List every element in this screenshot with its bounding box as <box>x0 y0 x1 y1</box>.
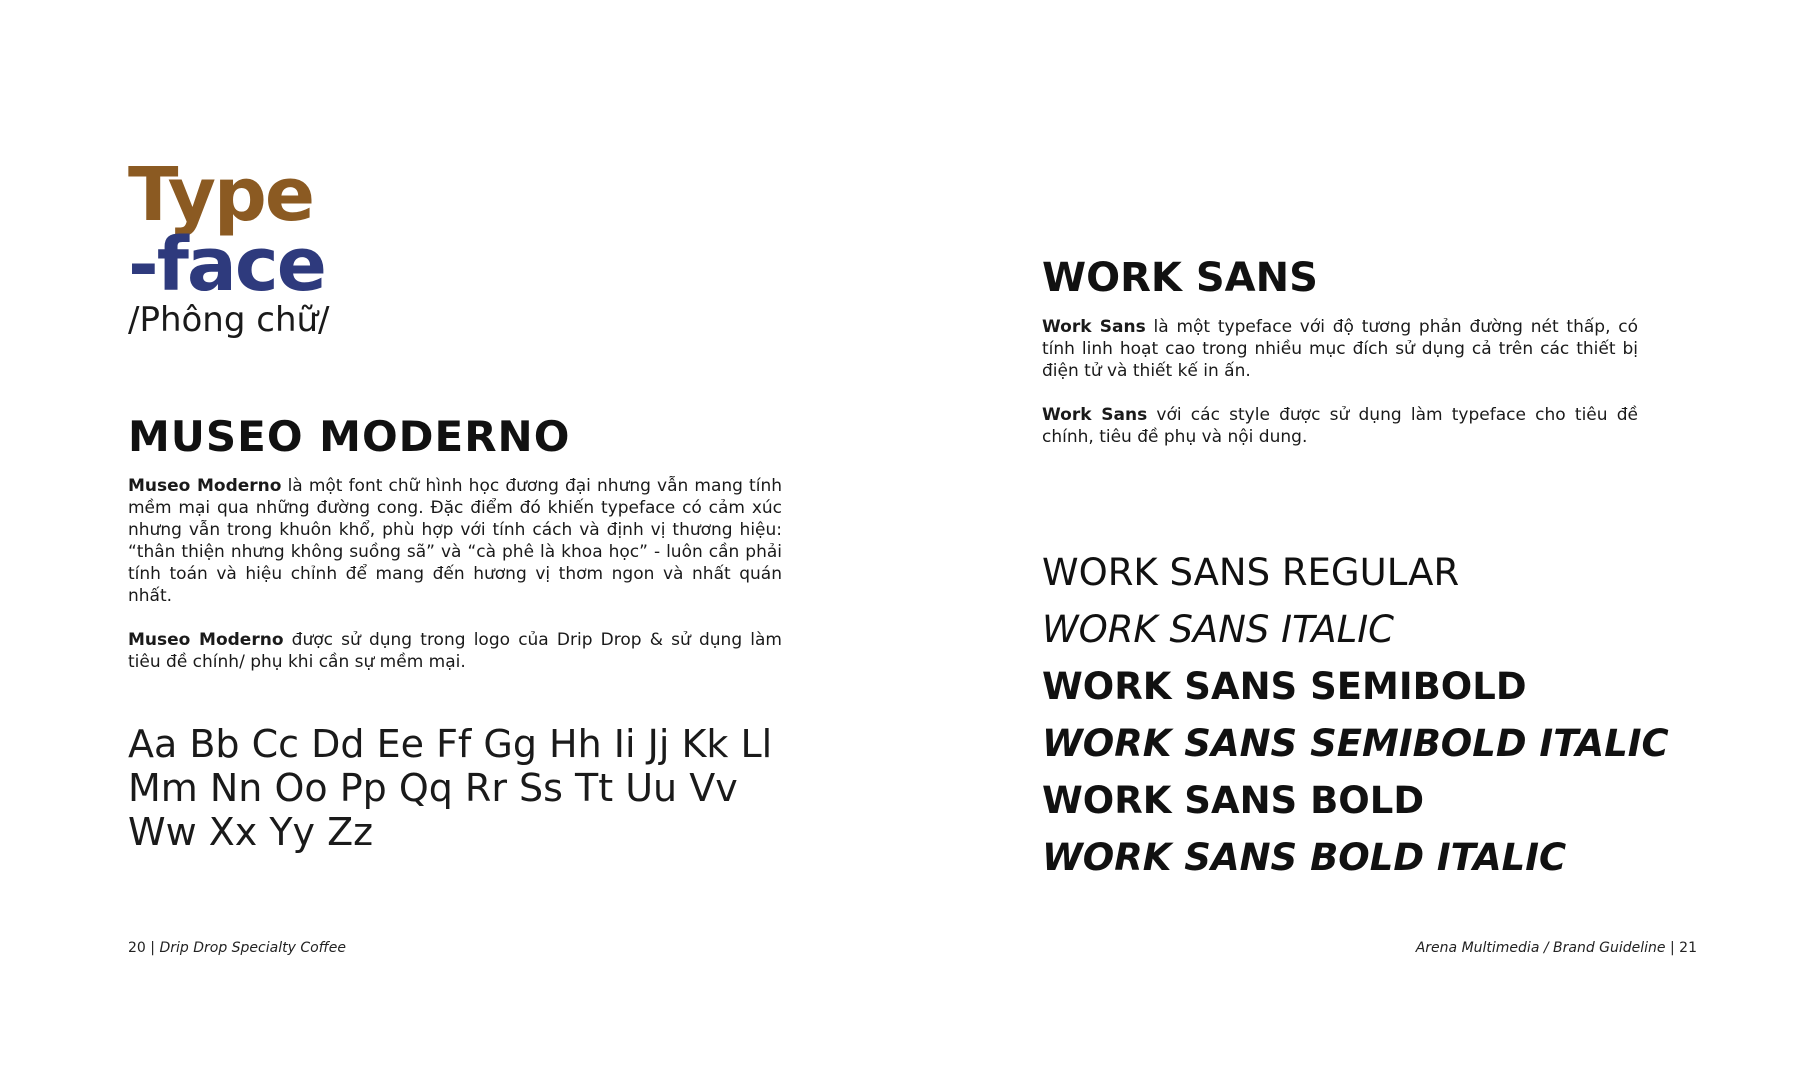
footer-left-text: Drip Drop Specialty Coffee <box>159 940 346 956</box>
work-p2-text: với các style được sử dụng làm typeface cho tiêu đề chính, tiêu đề phụ và nội dung. <box>1042 405 1638 447</box>
footer-right-separator: | <box>1665 940 1680 956</box>
style-semibold-italic: WORK SANS SEMIBOLD ITALIC <box>1042 722 1669 765</box>
title-face: -face <box>128 222 325 308</box>
work-sans-description-paragraph <box>1042 316 1638 382</box>
museo-p2-bold: Museo Moderno <box>128 630 284 650</box>
style-bold-italic: WORK SANS BOLD ITALIC <box>1042 836 1567 879</box>
alphabet-specimen <box>128 722 773 854</box>
alphabet-line-1: Aa Bb Cc Dd Ee Ff Gg Hh Ii Jj Kk Ll <box>128 722 773 766</box>
museo-description-paragraph <box>128 475 782 607</box>
style-semibold: WORK SANS SEMIBOLD <box>1042 665 1527 708</box>
style-bold: WORK SANS BOLD <box>1042 779 1425 822</box>
alphabet-line-2: Mm Nn Oo Pp Qq Rr Ss Tt Uu Vv <box>128 766 738 810</box>
work-p1-bold: Work Sans <box>1042 317 1146 337</box>
style-italic: WORK SANS ITALIC <box>1042 608 1394 651</box>
footer-right-text: Arena Multimedia / Brand Guideline <box>1415 940 1666 956</box>
work-sans-styles-list <box>1042 544 1669 886</box>
style-regular: WORK SANS REGULAR <box>1042 551 1460 594</box>
work-sans-heading: WORK SANS <box>1042 255 1318 301</box>
footer-left-separator: | <box>145 940 160 956</box>
museo-usage-paragraph <box>128 629 782 673</box>
alphabet-line-3: Ww Xx Yy Zz <box>128 810 374 854</box>
museo-p2-text: được sử dụng trong logo của Drip Drop & sử dụng làm tiêu đề chính/ phụ khi cần sự mềm mại. <box>128 630 782 672</box>
right-page <box>907 0 1815 1080</box>
left-page <box>0 0 907 1080</box>
title-type: Type <box>128 152 314 238</box>
museo-p1-bold: Museo Moderno <box>128 476 282 496</box>
museo-moderno-heading: MUSEO MODERNO <box>128 412 571 461</box>
work-p1-text: là một typeface với độ tương phản đường nét thấp, có tính linh hoạt cao trong nhiều mục đích sử dụng cả trên các thiết bị điện tử và thiết kế in ấn. <box>1042 317 1638 381</box>
work-sans-usage-paragraph <box>1042 404 1638 448</box>
footer-left <box>128 940 346 956</box>
footer-left-page-number: 20 <box>128 940 146 956</box>
work-p2-bold: Work Sans <box>1042 405 1148 425</box>
museo-p1-text: là một font chữ hình học đương đại nhưng vẫn mang tính mềm mại qua những đường cong. Đặc điểm đó khiến typeface có cảm xúc nhưng vẫn trong khuôn khổ, phù hợp với tính cách và định vị thương hiệu: “thân thiện nhưng không suồng sã” và “cà phê là khoa học” - luôn cần phải tính toán và hiệu chỉnh để mang đến hương vị thơm ngon và nhất quán nhất. <box>128 476 782 606</box>
footer-right <box>1416 940 1697 956</box>
title-subtitle: /Phông chữ/ <box>128 300 330 340</box>
footer-right-page-number: 21 <box>1679 940 1697 956</box>
